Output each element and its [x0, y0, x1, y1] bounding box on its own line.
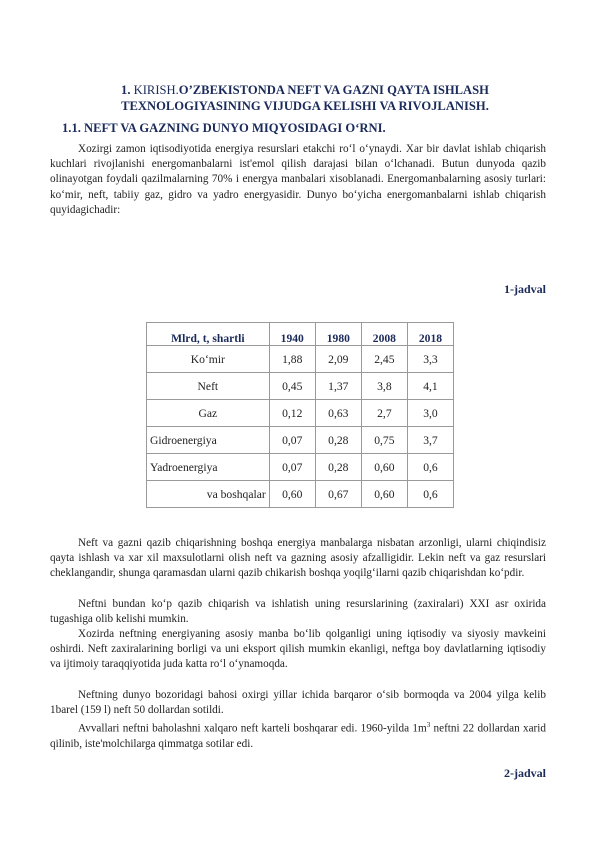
value-cell: 0,28	[315, 454, 361, 481]
table-row	[147, 454, 454, 481]
table-row	[147, 427, 454, 454]
table-row	[147, 346, 454, 373]
table-header-cell: 1980	[315, 323, 361, 346]
paragraph-resources: Neftni bundan ko‘p qazib chiqarish va ishlatish uning resurslarining (zaxiralari) XXI asr oxirida tugashiga olib kelishi mumkin.	[50, 598, 546, 626]
cubic-superscript: 3	[426, 721, 431, 729]
value-cell: 0,07	[269, 454, 315, 481]
table-header-cell: 2008	[361, 323, 407, 346]
table-header-cell: Mlrd, t, shartli	[147, 323, 270, 346]
intro-paragraph: Xozirgi zamon iqtisodiyotida energiya resurslari etakchi ro‘l o‘ynaydi. Xar bir davlat ishlab chiqarish kuchlari rivojlanishi energomanbalarni ist'emol qilish darajasi bilan o‘lchanadi. Butun dunyoda qazib olinayotgan foydali qazilmalarning 70% i energya manbalari xisoblanadi. Energomanbalarning asosiy turlari: ko‘mir, neft, tabiiy gaz, gidro va yadro energyasidir. Dunyo bo‘yicha energomanbalarni ishlab chiqarish quyidagichadir:	[50, 143, 546, 216]
paragraph-cartel	[50, 718, 546, 752]
value-cell: 0,75	[361, 427, 407, 454]
chapter-title	[60, 82, 550, 114]
value-cell: 0,12	[269, 400, 315, 427]
value-cell: 1,88	[269, 346, 315, 373]
section-heading: 1.1. NEFT VA GAZNING DUNYO MIQYOSIDAGI O‘RNI.	[62, 121, 386, 135]
value-cell: 0,63	[315, 400, 361, 427]
row-label-cell: Neft	[147, 373, 270, 400]
value-cell: 3,3	[407, 346, 453, 373]
value-cell: 2,7	[361, 400, 407, 427]
paragraph-economy: Xozirda neftning energiyaning asosiy manba bo‘lib qolganligi uning iqtisodiy va siyosiy mavkeini oshirdi. Neft zaxiralarining borligi va uni eksport qilish mumkin ekanligi, neftga boy davlatlarning iqtisodiy va ijtimoiy taraqqiyotida juda katta ro‘l o‘ynamoqda.	[50, 628, 546, 671]
value-cell: 0,60	[361, 454, 407, 481]
paragraph-price: Neftning dunyo bozoridagi bahosi oxirgi yillar ichida barqaror o‘sib bormoqda va 2004 yilga kelib 1barel (159 l) neft 50 dollardan sotildi.	[50, 689, 546, 717]
value-cell: 0,6	[407, 481, 453, 508]
table1-label: 1-jadval	[504, 282, 546, 296]
chapter-title-text: O’ZBEKISTONDA NEFT VA GAZNI QAYTA ISHLASH TEXNOLOGIYASINING VIJUDGA KELISHI VA RIVOJLANISH.	[121, 83, 489, 113]
value-cell: 0,28	[315, 427, 361, 454]
row-label-cell: Gidroenergiya	[147, 427, 270, 454]
value-cell: 0,67	[315, 481, 361, 508]
value-cell: 0,60	[269, 481, 315, 508]
table-row	[147, 400, 454, 427]
value-cell: 2,09	[315, 346, 361, 373]
table-row	[147, 481, 454, 508]
value-cell: 1,37	[315, 373, 361, 400]
value-cell: 0,45	[269, 373, 315, 400]
value-cell: 0,6	[407, 454, 453, 481]
energy-production-table	[146, 322, 454, 508]
chapter-kirish: KIRISH.	[133, 83, 179, 97]
row-label-cell: Ko‘mir	[147, 346, 270, 373]
value-cell: 3,7	[407, 427, 453, 454]
table2-label: 2-jadval	[504, 766, 546, 780]
value-cell: 4,1	[407, 373, 453, 400]
row-label-cell: Gaz	[147, 400, 270, 427]
cartel-text-after: neftni 22 dollardan xarid qilinib, iste'molchilarga qimmatga sotilar edi.	[50, 722, 546, 750]
table-header-cell: 2018	[407, 323, 453, 346]
row-label-cell: va boshqalar	[147, 481, 270, 508]
chapter-number: 1.	[121, 83, 131, 97]
table-header-cell: 1940	[269, 323, 315, 346]
table-row	[147, 373, 454, 400]
value-cell: 3,8	[361, 373, 407, 400]
row-label-cell: Yadroenergiya	[147, 454, 270, 481]
value-cell: 0,07	[269, 427, 315, 454]
paragraph-advantages: Neft va gazni qazib chiqarishning boshqa energiya manbalarga nisbatan arzonligi, ularni chiqindisiz qayta ishlash va xar xil maxsulotlarni olish neft va gazning asosiy afzalligidir. Lekin neft va gaz resurslari cheklangandir, shunga qaramasdan ularni qazib chikarish boshqa yoqilg‘ilarni qazib chiqarishdan ko‘pdir.	[50, 537, 546, 580]
cartel-text-before: Avvallari neftni baholashni xalqaro neft karteli boshqarar edi. 1960-yilda 1m	[78, 722, 427, 735]
table-header-row	[147, 323, 454, 346]
value-cell: 3,0	[407, 400, 453, 427]
value-cell: 0,60	[361, 481, 407, 508]
value-cell: 2,45	[361, 346, 407, 373]
